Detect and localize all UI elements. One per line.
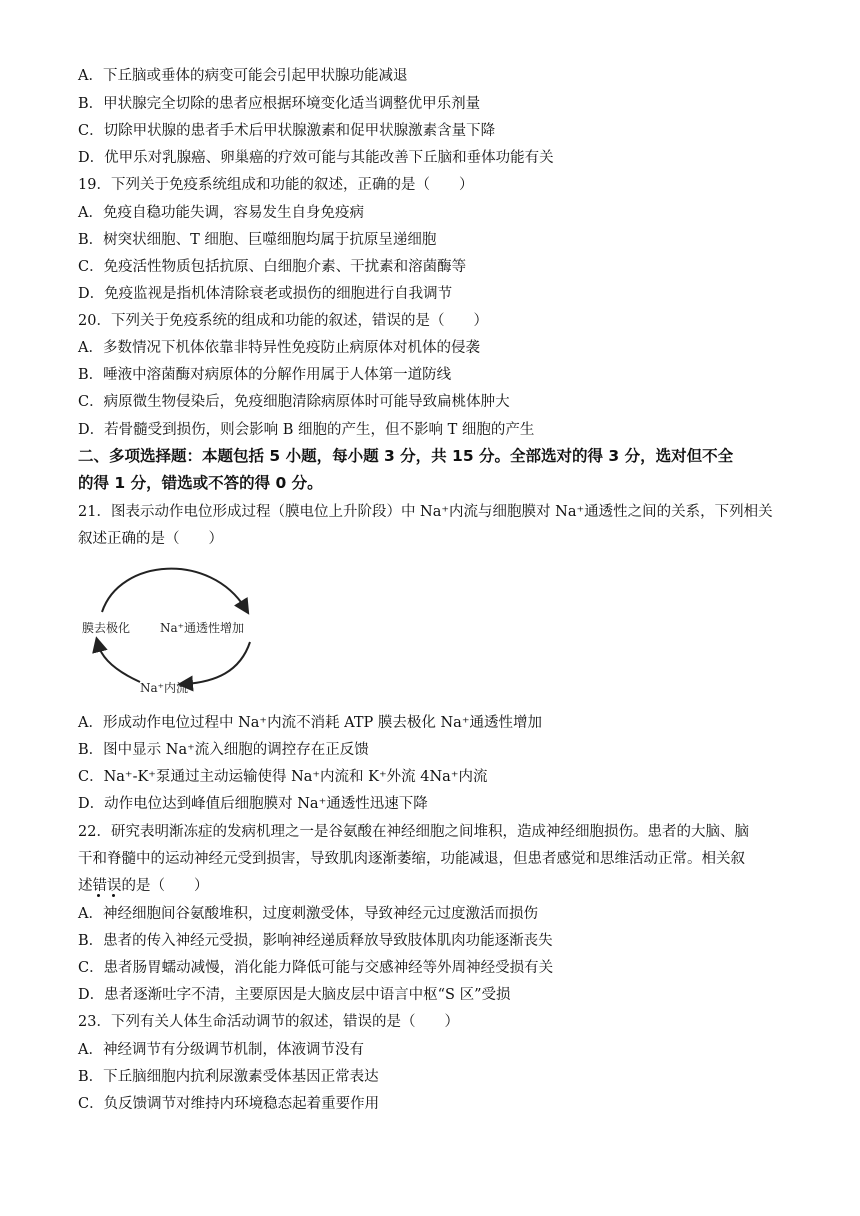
arrow-right: [185, 642, 250, 684]
option-18c: C．切除甲状腺的患者手术后甲状腺激素和促甲状腺激素含量下降: [78, 123, 496, 139]
question-21-cont: 叙述正确的是（ ）: [78, 531, 223, 547]
section-heading-cont: 的得 1 分，错选或不答的得 0 分。: [78, 474, 323, 492]
question-20: 20．下列关于免疫系统的组成和功能的叙述，错误的是（ ）: [78, 313, 488, 329]
emphasis-dot: [97, 894, 100, 897]
option-18a: A．下丘脑或垂体的病变可能会引起甲状腺功能减退: [78, 68, 408, 84]
option-20d: D．若骨髓受到损伤，则会影响 B 细胞的产生，但不影响 T 细胞的产生: [78, 422, 535, 438]
option-23c: C．负反馈调节对维持内环境稳态起着重要作用: [78, 1096, 380, 1112]
option-20b: B．唾液中溶菌酶对病原体的分解作用属于人体第一道防线: [78, 367, 452, 383]
option-21c: C．Na⁺-K⁺泵通过主动运输使得 Na⁺内流和 K⁺外流 4Na⁺内流: [78, 769, 488, 785]
label-na-permeability: Na⁺通透性增加: [160, 621, 244, 635]
option-22b: B．患者的传入神经元受损，影响神经递质释放导致肢体肌肉功能逐渐丧失: [78, 933, 553, 949]
option-22c: C．患者肠胃蠕动减慢，消化能力降低可能与交感神经等外周神经受损有关: [78, 960, 554, 976]
option-20c: C．病原微生物侵染后，免疫细胞清除病原体时可能导致扁桃体肿大: [78, 394, 510, 410]
option-22d: D．患者逐渐吐字不清，主要原因是大脑皮层中语言中枢“S 区”受损: [78, 987, 511, 1003]
action-potential-cycle-diagram: [80, 560, 270, 700]
option-21b: B．图中显示 Na⁺流入细胞的调控存在正反馈: [78, 742, 369, 758]
emphasis-dot: [112, 894, 115, 897]
option-23b: B．下丘脑细胞内抗利尿激素受体基因正常表达: [78, 1069, 379, 1085]
question-19: 19．下列关于免疫系统组成和功能的叙述，正确的是（ ）: [78, 177, 474, 193]
label-na-influx: Na⁺内流: [140, 681, 188, 695]
option-18b: B．甲状腺完全切除的患者应根据环境变化适当调整优甲乐剂量: [78, 96, 481, 112]
option-23a: A．神经调节有分级调节机制，体液调节没有: [78, 1042, 364, 1058]
label-depolarization: 膜去极化: [82, 621, 131, 635]
option-22a: A．神经细胞间谷氨酸堆积，过度刺激受体，导致神经元过度激活而损伤: [78, 906, 538, 922]
option-19c: C．免疫活性物质包括抗原、白细胞介素、干扰素和溶菌酶等: [78, 259, 467, 275]
option-21d: D．动作电位达到峰值后细胞膜对 Na⁺通透性迅速下降: [78, 796, 428, 812]
question-22-cont2: 述错误的是（ ）: [78, 878, 209, 894]
arrow-left: [98, 644, 140, 682]
option-19d: D．免疫监视是指机体清除衰老或损伤的细胞进行自我调节: [78, 286, 453, 302]
question-22: 22．研究表明渐冻症的发病机理之一是谷氨酸在神经细胞之间堆积，造成神经细胞损伤。患者的大脑、脑: [78, 824, 749, 840]
question-23: 23．下列有关人体生命活动调节的叙述，错误的是（ ）: [78, 1014, 459, 1030]
question-21: 21．图表示动作电位形成过程（膜电位上升阶段）中 Na⁺内流与细胞膜对 Na⁺通透性之间的关系，下列相关: [78, 504, 773, 520]
option-18d: D．优甲乐对乳腺癌、卵巢癌的疗效可能与其能改善下丘脑和垂体功能有关: [78, 150, 554, 166]
option-19a: A．免疫自稳功能失调，容易发生自身免疫病: [78, 205, 364, 221]
option-20a: A．多数情况下机体依靠非特异性免疫防止病原体对机体的侵袭: [78, 340, 480, 356]
option-21a: A．形成动作电位过程中 Na⁺内流不消耗 ATP 膜去极化 Na⁺通透性增加: [78, 715, 542, 731]
section-heading: 二、多项选择题：本题包括 5 小题，每小题 3 分，共 15 分。全部选对的得 3 分，选对但不全: [78, 447, 734, 465]
question-22-cont1: 干和脊髓中的运动神经元受到损害，导致肌肉逐渐萎缩，功能减退，但患者感觉和思维活动正常。相关叙: [78, 851, 745, 867]
arrow-top: [102, 569, 245, 612]
option-19b: B．树突状细胞、T 细胞、巨噬细胞均属于抗原呈递细胞: [78, 232, 437, 248]
